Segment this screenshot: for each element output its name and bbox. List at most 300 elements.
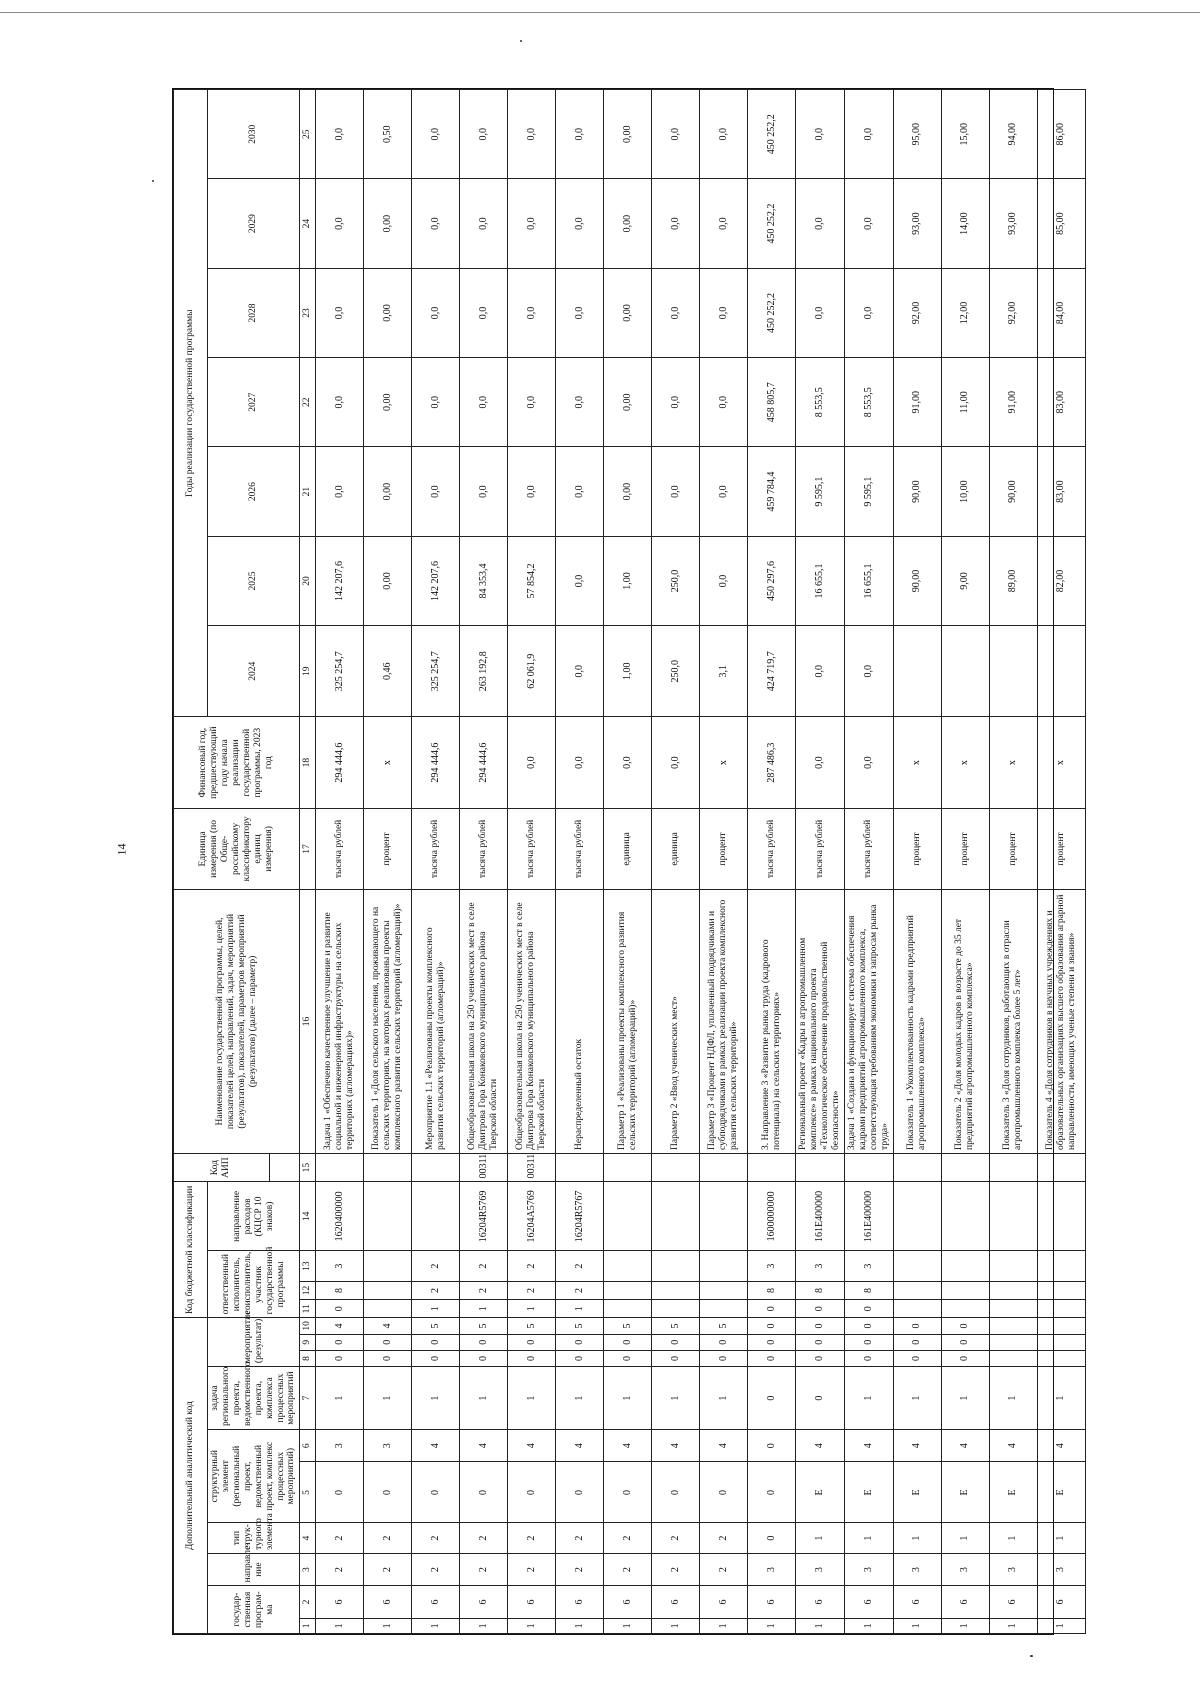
code-cell (652, 1153, 700, 1181)
code-cell: 161Е400000 (844, 1182, 893, 1251)
year-value-cell: 0,50 (364, 90, 412, 179)
code-cell (893, 1300, 941, 1318)
code-cell: 0 (556, 1350, 604, 1366)
table-row (748, 90, 796, 1634)
code-cell: 4 (316, 1318, 364, 1334)
code-cell: 0 (652, 1334, 700, 1350)
code-cell: 0 (748, 1430, 796, 1462)
code-cell: 0 (316, 1300, 364, 1318)
code-cell (700, 1281, 748, 1299)
column-number: 13 (300, 1251, 316, 1281)
code-cell: 2 (460, 1553, 508, 1585)
year-value-cell: 9 595,1 (796, 447, 845, 536)
code-cell: 1 (941, 1523, 989, 1553)
year-value-cell: 0,0 (652, 447, 700, 536)
code-cell: 1 (941, 1618, 989, 1633)
code-cell (652, 1300, 700, 1318)
rotated-table-wrapper (173, 89, 1077, 1634)
year-value-cell: 0,0 (652, 268, 700, 357)
row-fin-2023: х (364, 717, 412, 808)
row-name: Параметр 1 «Реализованы проекты комплексного развития сельских территорий (агломераций)» (604, 890, 652, 1154)
year-value-cell: 0,0 (460, 90, 508, 179)
year-value-cell: 92,00 (989, 268, 1037, 357)
row-name: Показатель 1 «Доля сельского населения, проживающего на сельских территориях, на которых реализованы проекты комплексного развития сельских территорий (агломераций)» (364, 890, 412, 1154)
code-cell: 4 (652, 1430, 700, 1462)
code-cell (989, 1350, 1037, 1366)
code-cell (989, 1251, 1037, 1281)
year-2025: 2025 (208, 536, 300, 625)
row-name: Показатель 2 «Доля молодых кадров в возрасте до 35 лет предприятий агропромышленного комплекса» (941, 890, 989, 1154)
code-cell: 1 (316, 1367, 364, 1430)
code-cell: 1620400000 (316, 1182, 364, 1251)
code-cell: 8 (748, 1281, 796, 1299)
row-fin-2023: х (941, 717, 989, 808)
row-fin-2023: 0,0 (508, 717, 556, 808)
group-additional-code: Дополнительный аналитический код (174, 1318, 208, 1634)
code-cell: 1 (844, 1523, 893, 1553)
year-value-cell: 62 061,9 (508, 626, 556, 717)
code-cell: 1 (556, 1300, 604, 1318)
year-value-cell: 0,00 (604, 358, 652, 447)
year-value-cell: 95,00 (893, 90, 941, 179)
code-cell: 0 (460, 1334, 508, 1350)
col-expense: направление расходов (КЦСР 10 знаков) (208, 1182, 300, 1251)
col-program: государ-ственная програм-ма (208, 1586, 300, 1634)
table-row (364, 90, 412, 1634)
year-value-cell: 458 805,7 (748, 358, 796, 447)
year-value-cell: 86,00 (1037, 90, 1085, 179)
code-cell (941, 1153, 989, 1181)
code-cell (893, 1182, 941, 1251)
col-measure: мероприятие (результат) (208, 1318, 300, 1367)
code-cell: 1 (316, 1618, 364, 1633)
year-value-cell: 16 655,1 (796, 536, 845, 625)
code-cell: 6 (460, 1586, 508, 1618)
code-cell: 1 (796, 1618, 845, 1633)
row-name: Параметр 3 «Процент НДФЛ, уплаченный подрядчиками и субподрядчиками в рамках реализации проекта комплексного развития сельских территорий» (700, 890, 748, 1154)
row-unit: единица (652, 808, 700, 889)
code-cell: 1 (508, 1367, 556, 1430)
code-cell: 4 (1037, 1430, 1085, 1462)
year-value-cell: 0,0 (556, 536, 604, 625)
year-value-cell: 15,00 (941, 90, 989, 179)
code-cell: 4 (796, 1430, 845, 1462)
code-cell: 1 (364, 1367, 412, 1430)
row-fin-2023: х (1037, 717, 1085, 808)
code-cell: 1 (652, 1367, 700, 1430)
row-unit: тысяча рублей (316, 808, 364, 889)
row-name: Задача 1 «Создана и функционирует система обеспечения кадрами предприятий агропромышленного комплекса, соответствующая требованиям экономики и запросам рынка труда» (844, 890, 893, 1154)
code-cell: 2 (556, 1523, 604, 1553)
column-number: 7 (300, 1367, 316, 1430)
code-cell: 4 (364, 1318, 412, 1334)
code-cell: 4 (844, 1430, 893, 1462)
code-cell: 0 (412, 1462, 460, 1523)
code-cell: 2 (508, 1523, 556, 1553)
year-value-cell: 0,0 (844, 90, 893, 179)
code-cell: 6 (556, 1586, 604, 1618)
year-value-cell: 89,00 (989, 536, 1037, 625)
code-cell: 2 (508, 1281, 556, 1299)
year-value-cell: 90,00 (893, 447, 941, 536)
code-cell: 0 (748, 1300, 796, 1318)
year-value-cell: 263 192,8 (460, 626, 508, 717)
code-cell (364, 1153, 412, 1181)
code-cell: 2 (556, 1251, 604, 1281)
year-value-cell: 0,0 (460, 179, 508, 268)
code-cell: 1 (941, 1367, 989, 1430)
year-value-cell: 0,00 (364, 179, 412, 268)
year-value-cell: 0,0 (412, 90, 460, 179)
year-value-cell: 0,0 (796, 179, 845, 268)
code-cell: 2 (556, 1281, 604, 1299)
code-cell: 161Е400000 (796, 1182, 845, 1251)
row-name: 3. Направление 3 «Развитие рынка труда (кадрового потенциала) на сельских территориях» (748, 890, 796, 1154)
code-cell: 1 (700, 1618, 748, 1633)
year-value-cell: 0,00 (364, 536, 412, 625)
code-cell (412, 1182, 460, 1251)
code-cell: 0 (700, 1334, 748, 1350)
code-cell: 0 (508, 1334, 556, 1350)
year-value-cell: 0,0 (700, 536, 748, 625)
column-number: 17 (300, 808, 316, 889)
code-cell (1037, 1251, 1085, 1281)
code-cell: 1 (652, 1618, 700, 1633)
year-value-cell: 0,0 (412, 179, 460, 268)
col-task: задача регионального проекта, ведомственного проекта, комплекса процессных мероприятий (208, 1367, 300, 1430)
code-cell: 0 (652, 1350, 700, 1366)
code-cell: 0 (893, 1318, 941, 1334)
column-number: 4 (300, 1523, 316, 1553)
year-value-cell: 57 854,2 (508, 536, 556, 625)
table-row (316, 90, 364, 1634)
row-unit: единица (604, 808, 652, 889)
year-value-cell: 93,00 (989, 179, 1037, 268)
page-number: 14 (114, 843, 129, 856)
code-cell: 5 (604, 1318, 652, 1334)
code-cell: 6 (412, 1586, 460, 1618)
code-cell (412, 1153, 460, 1181)
year-value-cell: 0,00 (604, 90, 652, 179)
column-number: 25 (300, 90, 316, 179)
code-cell: 6 (748, 1586, 796, 1618)
column-number: 10 (300, 1318, 316, 1334)
column-number: 12 (300, 1281, 316, 1299)
year-2027: 2027 (208, 358, 300, 447)
code-cell: 0 (508, 1462, 556, 1523)
row-unit: тысяча рублей (508, 808, 556, 889)
code-cell (989, 1281, 1037, 1299)
year-value-cell: 1,00 (604, 536, 652, 625)
code-cell (1037, 1334, 1085, 1350)
code-cell: 4 (508, 1430, 556, 1462)
code-cell: 2 (604, 1523, 652, 1553)
year-2028: 2028 (208, 268, 300, 357)
year-value-cell: 0,0 (316, 90, 364, 179)
year-value-cell: 94,00 (989, 90, 1037, 179)
code-cell (796, 1153, 845, 1181)
code-cell: 0 (364, 1350, 412, 1366)
year-value-cell: 0,0 (508, 447, 556, 536)
column-number: 14 (300, 1182, 316, 1251)
table-row (604, 90, 652, 1634)
row-fin-2023: 294 444,6 (412, 717, 460, 808)
code-cell: 2 (604, 1553, 652, 1585)
code-cell: 0 (748, 1350, 796, 1366)
code-cell: 4 (893, 1430, 941, 1462)
code-cell (604, 1300, 652, 1318)
year-value-cell: 450 297,6 (748, 536, 796, 625)
column-number: 9 (300, 1334, 316, 1350)
code-cell: 6 (652, 1586, 700, 1618)
year-value-cell: 0,0 (316, 358, 364, 447)
code-cell: 0 (748, 1523, 796, 1553)
code-cell: 1 (508, 1618, 556, 1633)
code-cell: 0 (941, 1334, 989, 1350)
code-cell: 1 (796, 1523, 845, 1553)
code-cell: 00311 (460, 1153, 508, 1181)
code-cell: 0 (796, 1300, 845, 1318)
code-cell: 5 (556, 1318, 604, 1334)
code-cell (893, 1153, 941, 1181)
code-cell (748, 1153, 796, 1181)
year-value-cell: 0,0 (460, 268, 508, 357)
group-years: Годы реализации государственной программы (174, 90, 208, 717)
table-row (989, 90, 1037, 1634)
year-value-cell: 14,00 (941, 179, 989, 268)
year-value-cell: 0,0 (844, 268, 893, 357)
code-cell: 8 (316, 1281, 364, 1299)
code-cell: 2 (364, 1553, 412, 1585)
code-cell: 6 (364, 1586, 412, 1618)
year-value-cell: 93,00 (893, 179, 941, 268)
code-cell: 3 (316, 1251, 364, 1281)
code-cell: 6 (700, 1586, 748, 1618)
year-value-cell: 11,00 (941, 358, 989, 447)
year-value-cell (989, 626, 1037, 717)
code-cell: 5 (652, 1318, 700, 1334)
row-unit: процент (364, 808, 412, 889)
code-cell: Е (844, 1462, 893, 1523)
table-row (652, 90, 700, 1634)
code-cell: 2 (412, 1281, 460, 1299)
table-row (893, 90, 941, 1634)
column-number: 22 (300, 358, 316, 447)
column-number: 1 (300, 1618, 316, 1633)
code-cell: 4 (604, 1430, 652, 1462)
code-cell: 16204R5769 (460, 1182, 508, 1251)
column-number: 5 (300, 1462, 316, 1523)
code-cell: 1 (989, 1367, 1037, 1430)
year-value-cell: 0,00 (364, 358, 412, 447)
code-cell: 8 (844, 1281, 893, 1299)
code-cell (941, 1251, 989, 1281)
code-cell (700, 1251, 748, 1281)
col-executor: ответственный исполнитель, соисполнитель, участник государственной программы (208, 1251, 300, 1318)
code-cell: 16204R5767 (556, 1182, 604, 1251)
year-value-cell: 8 553,5 (844, 358, 893, 447)
year-value-cell: 0,0 (508, 268, 556, 357)
code-cell (989, 1182, 1037, 1251)
year-value-cell: 84 353,4 (460, 536, 508, 625)
code-cell: Е (941, 1462, 989, 1523)
year-value-cell: 142 207,6 (316, 536, 364, 625)
year-value-cell: 0,0 (556, 358, 604, 447)
year-value-cell: 0,0 (652, 179, 700, 268)
code-cell: 2 (316, 1523, 364, 1553)
code-cell (604, 1182, 652, 1251)
column-number: 24 (300, 179, 316, 268)
code-cell: 0 (796, 1367, 845, 1430)
row-unit: процент (989, 808, 1037, 889)
row-unit: процент (941, 808, 989, 889)
row-name: Общеобразовательная школа на 250 ученических мест в селе Дмитрова Гора Конаковского муниципального района Тверской области (508, 890, 556, 1154)
code-cell: 1 (893, 1523, 941, 1553)
year-value-cell: 9 595,1 (844, 447, 893, 536)
code-cell: 3 (941, 1553, 989, 1585)
year-value-cell: 450 252,2 (748, 268, 796, 357)
col-aip: Код АИП (174, 1153, 270, 1181)
code-cell: 1 (1037, 1367, 1085, 1430)
year-value-cell: 325 254,7 (412, 626, 460, 717)
year-value-cell: 0,0 (460, 358, 508, 447)
code-cell: 0 (893, 1334, 941, 1350)
column-number: 6 (300, 1430, 316, 1462)
year-value-cell: 424 719,7 (748, 626, 796, 717)
code-cell: 0 (604, 1334, 652, 1350)
code-cell: 0 (508, 1350, 556, 1366)
code-cell (604, 1281, 652, 1299)
code-cell: 1 (604, 1367, 652, 1430)
code-cell: 0 (748, 1318, 796, 1334)
code-cell: 1 (412, 1367, 460, 1430)
code-cell: 5 (412, 1318, 460, 1334)
code-cell (556, 1153, 604, 1181)
code-cell (604, 1251, 652, 1281)
code-cell (941, 1182, 989, 1251)
code-cell: 6 (508, 1586, 556, 1618)
year-value-cell: 0,00 (604, 179, 652, 268)
year-value-cell: 0,0 (796, 626, 845, 717)
code-cell: 0 (748, 1334, 796, 1350)
code-cell: 1 (989, 1618, 1037, 1633)
code-cell: 1 (893, 1367, 941, 1430)
code-cell (1037, 1182, 1085, 1251)
code-cell (1037, 1300, 1085, 1318)
code-cell (989, 1153, 1037, 1181)
column-number: 18 (300, 717, 316, 808)
year-value-cell: 16 655,1 (844, 536, 893, 625)
code-cell: 0 (316, 1350, 364, 1366)
year-value-cell: 450 252,2 (748, 179, 796, 268)
code-cell: 3 (748, 1553, 796, 1585)
code-cell: 1 (844, 1367, 893, 1430)
code-cell: 0 (364, 1334, 412, 1350)
code-cell: 1 (1037, 1618, 1085, 1633)
code-cell: 0 (941, 1350, 989, 1366)
row-fin-2023: 0,0 (604, 717, 652, 808)
code-cell (700, 1182, 748, 1251)
row-fin-2023: х (700, 717, 748, 808)
row-name: Задача 1 «Обеспечено качественное улучшение и развитие социальной и инженерной инфраструктуры на сельских территориях (агломерациях)» (316, 890, 364, 1154)
code-cell: 0 (796, 1350, 845, 1366)
scan-top-edge (0, 0, 1200, 13)
code-cell (700, 1153, 748, 1181)
code-cell (1037, 1281, 1085, 1299)
code-cell: 0 (412, 1350, 460, 1366)
code-cell: 1 (556, 1367, 604, 1430)
code-cell: 0 (364, 1462, 412, 1523)
code-cell: 3 (989, 1553, 1037, 1585)
table-row (796, 90, 845, 1634)
code-cell: 2 (508, 1251, 556, 1281)
year-value-cell: 0,0 (316, 268, 364, 357)
year-value-cell: 0,0 (556, 179, 604, 268)
code-cell: 0 (748, 1462, 796, 1523)
code-cell: 3 (796, 1553, 845, 1585)
row-name: Нераспределенный остаток (556, 890, 604, 1154)
row-name: Региональный проект «Кадры в агропромышленном комплексе» в рамках национального проекта «Технологическое обеспечение продовольственной безопасности» (796, 890, 845, 1154)
row-name: Показатель 4 «Доля сотрудников в научных учреждениях и образовательных организациях высшего образования аграрной направленности, имеющих ученые степени и звания» (1037, 890, 1085, 1154)
code-cell (364, 1300, 412, 1318)
code-cell (652, 1182, 700, 1251)
column-number: 2 (300, 1586, 316, 1618)
code-cell: 2 (700, 1523, 748, 1553)
code-cell: Е (989, 1462, 1037, 1523)
code-cell: 2 (412, 1523, 460, 1553)
year-value-cell: 12,00 (941, 268, 989, 357)
column-number: 21 (300, 447, 316, 536)
row-unit: тысяча рублей (460, 808, 508, 889)
code-cell: 3 (316, 1430, 364, 1462)
code-cell: 0 (796, 1334, 845, 1350)
year-value-cell: 90,00 (989, 447, 1037, 536)
code-cell: 1600000000 (748, 1182, 796, 1251)
code-cell (941, 1300, 989, 1318)
code-cell: 0 (748, 1367, 796, 1430)
year-value-cell: 325 254,7 (316, 626, 364, 717)
code-cell (364, 1281, 412, 1299)
scan-speck (520, 40, 522, 42)
code-cell: 2 (412, 1553, 460, 1585)
code-cell: 2 (556, 1553, 604, 1585)
year-value-cell: 82,00 (1037, 536, 1085, 625)
code-cell (893, 1251, 941, 1281)
year-value-cell: 0,0 (556, 90, 604, 179)
row-name: Общеобразовательная школа на 250 ученических мест в селе Дмитрова Гора Конаковского муниципального района Тверской области (460, 890, 508, 1154)
year-value-cell: 250,0 (652, 626, 700, 717)
year-value-cell: 0,0 (556, 447, 604, 536)
code-cell: 0 (316, 1334, 364, 1350)
column-number: 19 (300, 626, 316, 717)
col-name: Наименование государственной программы, целей, показателей целей, направлений, задач, мероприятий (результатов), показателей, параметров мероприятий (результатов) (далее – параметр) (174, 890, 300, 1154)
table-row (941, 90, 989, 1634)
code-cell: 6 (604, 1586, 652, 1618)
code-cell: 1 (989, 1523, 1037, 1553)
column-number: 8 (300, 1350, 316, 1366)
code-cell: 0 (460, 1462, 508, 1523)
code-cell (316, 1153, 364, 1181)
year-value-cell (1037, 626, 1085, 717)
code-cell: 4 (941, 1430, 989, 1462)
year-value-cell: 9,00 (941, 536, 989, 625)
code-cell: 6 (893, 1586, 941, 1618)
code-cell: 2 (364, 1523, 412, 1553)
year-value-cell: 0,0 (412, 358, 460, 447)
year-value-cell: 0,0 (796, 90, 845, 179)
code-cell: 0 (700, 1462, 748, 1523)
code-cell (989, 1300, 1037, 1318)
